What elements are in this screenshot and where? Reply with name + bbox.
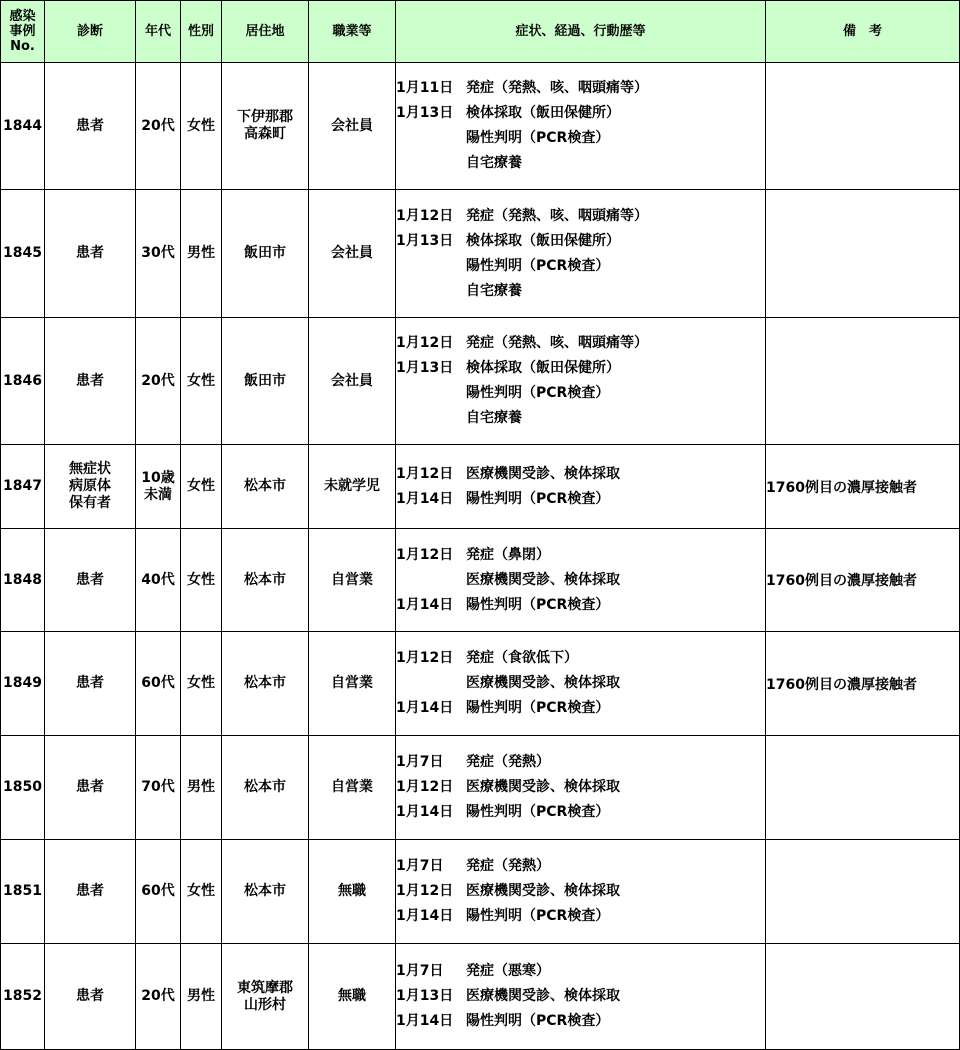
event-date: 1月12日 — [396, 546, 454, 563]
event-date — [396, 406, 466, 431]
event-line — [396, 568, 765, 593]
case-no-cell: 1852 — [1, 944, 45, 1050]
event-date: 1月7日 — [396, 858, 444, 874]
residence-cell: 松本市 — [222, 736, 309, 840]
event-text: 医療機関受診、検体採取 — [466, 779, 620, 795]
age-cell: 20代 — [136, 944, 181, 1050]
event-line — [396, 800, 765, 825]
header-case-no: 感染 事例 No. — [1, 1, 45, 63]
event-line — [396, 487, 765, 512]
table-row — [1, 529, 960, 632]
symptoms-cell — [396, 944, 766, 1050]
event-date: 1月14日 — [396, 596, 454, 613]
table-row — [1, 944, 960, 1050]
event-date — [396, 279, 466, 304]
event-date — [396, 151, 466, 176]
table-row — [1, 445, 960, 529]
event-text: 陽性判明（PCR検査） — [466, 490, 610, 507]
header-diagnosis: 診断 — [45, 1, 136, 63]
symptoms-cell — [396, 529, 766, 632]
diagnosis-cell: 患者 — [45, 840, 136, 944]
event-date: 1月7日 — [396, 963, 444, 979]
event-text: 自宅療養 — [466, 282, 522, 299]
event-text: 陽性判明（PCR検査） — [466, 385, 610, 401]
event-line — [396, 254, 765, 279]
occupation-cell: 無職 — [309, 944, 396, 1050]
event-date: 1月13日 — [396, 360, 454, 376]
symptoms-cell — [396, 632, 766, 736]
event-date — [396, 254, 466, 279]
event-text: 発症（悪寒） — [466, 963, 550, 979]
event-line — [396, 381, 765, 406]
event-text: 発症（発熱、咳、咽頭痛等） — [466, 80, 648, 96]
event-text: 発症（発熱） — [466, 754, 550, 770]
age-cell: 20代 — [136, 318, 181, 445]
residence-cell: 松本市 — [222, 445, 309, 529]
remarks-cell: 1760例目の濃厚接触者 — [766, 445, 960, 529]
event-line — [396, 984, 765, 1009]
sex-cell: 女性 — [181, 318, 222, 445]
event-date — [396, 671, 466, 696]
case-no-cell: 1850 — [1, 736, 45, 840]
remarks-cell — [766, 318, 960, 445]
occupation-cell: 無職 — [309, 840, 396, 944]
remarks-cell — [766, 944, 960, 1050]
event-line — [396, 646, 765, 671]
event-text: 医療機関受診、検体採取 — [466, 675, 620, 691]
event-date: 1月14日 — [396, 700, 454, 716]
event-text: 発症（食欲低下） — [466, 650, 578, 666]
diagnosis-cell: 患者 — [45, 944, 136, 1050]
event-line — [396, 356, 765, 381]
remarks-cell: 1760例目の濃厚接触者 — [766, 529, 960, 632]
occupation-cell: 自営業 — [309, 529, 396, 632]
symptoms-cell — [396, 840, 766, 944]
event-date: 1月12日 — [396, 883, 454, 899]
event-date: 1月14日 — [396, 1013, 454, 1029]
event-text: 医療機関受診、検体採取 — [466, 571, 620, 588]
event-text: 医療機関受診、検体採取 — [466, 883, 620, 899]
remarks-cell — [766, 736, 960, 840]
diagnosis-cell: 患者 — [45, 529, 136, 632]
event-text: 発症（発熱、咳、咽頭痛等） — [466, 335, 648, 351]
occupation-cell: 会社員 — [309, 190, 396, 318]
event-text: 陽性判明（PCR検査） — [466, 257, 610, 274]
case-no-cell: 1849 — [1, 632, 45, 736]
event-text: 陽性判明（PCR検査） — [466, 700, 610, 716]
event-line — [396, 593, 765, 618]
event-date: 1月7日 — [396, 754, 444, 770]
age-cell: 40代 — [136, 529, 181, 632]
remarks-cell — [766, 840, 960, 944]
occupation-cell: 自営業 — [309, 736, 396, 840]
event-date: 1月13日 — [396, 105, 454, 121]
event-line — [396, 229, 765, 254]
event-text: 検体採取（飯田保健所） — [466, 360, 620, 376]
age-cell: 60代 — [136, 632, 181, 736]
occupation-cell: 未就学児 — [309, 445, 396, 529]
symptoms-cell — [396, 318, 766, 445]
header-row — [1, 1, 960, 63]
event-text: 陽性判明（PCR検査） — [466, 804, 610, 820]
age-cell: 60代 — [136, 840, 181, 944]
age-cell: 70代 — [136, 736, 181, 840]
event-text: 自宅療養 — [466, 155, 522, 171]
event-text: 陽性判明（PCR検査） — [466, 596, 610, 613]
table-row — [1, 318, 960, 445]
sex-cell: 女性 — [181, 840, 222, 944]
sex-cell: 女性 — [181, 632, 222, 736]
event-date — [396, 126, 466, 151]
event-date: 1月12日 — [396, 465, 454, 482]
table-row — [1, 736, 960, 840]
residence-cell: 下伊那郡 高森町 — [222, 63, 309, 190]
event-line — [396, 775, 765, 800]
occupation-cell: 会社員 — [309, 63, 396, 190]
case-no-cell: 1851 — [1, 840, 45, 944]
header-residence: 居住地 — [222, 1, 309, 63]
occupation-cell: 会社員 — [309, 318, 396, 445]
symptoms-cell — [396, 445, 766, 529]
event-text: 検体採取（飯田保健所） — [466, 105, 620, 121]
event-date: 1月13日 — [396, 232, 454, 249]
age-cell: 30代 — [136, 190, 181, 318]
event-date — [396, 381, 466, 406]
event-line — [396, 406, 765, 431]
event-line — [396, 331, 765, 356]
event-line — [396, 279, 765, 304]
event-text: 発症（鼻閉） — [466, 546, 550, 563]
event-date: 1月13日 — [396, 988, 454, 1004]
event-date: 1月12日 — [396, 207, 454, 224]
age-cell: 20代 — [136, 63, 181, 190]
remarks-cell — [766, 190, 960, 318]
event-line — [396, 126, 765, 151]
diagnosis-cell: 患者 — [45, 318, 136, 445]
event-line — [396, 904, 765, 929]
remarks-cell: 1760例目の濃厚接触者 — [766, 632, 960, 736]
event-line — [396, 543, 765, 568]
event-date: 1月12日 — [396, 779, 454, 795]
remarks-cell — [766, 63, 960, 190]
event-text: 医療機関受診、検体採取 — [466, 988, 620, 1004]
event-line — [396, 671, 765, 696]
sex-cell: 男性 — [181, 736, 222, 840]
event-line — [396, 204, 765, 229]
event-date: 1月14日 — [396, 908, 454, 924]
event-line — [396, 854, 765, 879]
event-line — [396, 696, 765, 721]
diagnosis-cell: 患者 — [45, 632, 136, 736]
event-line — [396, 959, 765, 984]
event-line — [396, 879, 765, 904]
event-date: 1月12日 — [396, 650, 454, 666]
event-line — [396, 76, 765, 101]
event-date: 1月12日 — [396, 335, 454, 351]
header-remarks: 備 考 — [766, 1, 960, 63]
header-occupation: 職業等 — [309, 1, 396, 63]
table-row — [1, 190, 960, 318]
residence-cell: 飯田市 — [222, 190, 309, 318]
diagnosis-cell: 患者 — [45, 736, 136, 840]
header-sex: 性別 — [181, 1, 222, 63]
header-age: 年代 — [136, 1, 181, 63]
sex-cell: 男性 — [181, 944, 222, 1050]
event-text: 陽性判明（PCR検査） — [466, 908, 610, 924]
table-row — [1, 632, 960, 736]
event-text: 陽性判明（PCR検査） — [466, 130, 610, 146]
residence-cell: 松本市 — [222, 529, 309, 632]
diagnosis-cell: 患者 — [45, 190, 136, 318]
residence-cell: 松本市 — [222, 840, 309, 944]
event-text: 自宅療養 — [466, 410, 522, 426]
event-line — [396, 1009, 765, 1034]
symptoms-cell — [396, 736, 766, 840]
event-date — [396, 568, 466, 593]
event-date: 1月11日 — [396, 80, 454, 96]
table-row — [1, 840, 960, 944]
event-text: 検体採取（飯田保健所） — [466, 232, 620, 249]
event-line — [396, 462, 765, 487]
event-date: 1月14日 — [396, 490, 454, 507]
event-line — [396, 101, 765, 126]
event-text: 発症（発熱） — [466, 858, 550, 874]
residence-cell: 東筑摩郡 山形村 — [222, 944, 309, 1050]
diagnosis-cell: 患者 — [45, 63, 136, 190]
age-cell: 10歳 未満 — [136, 445, 181, 529]
residence-cell: 松本市 — [222, 632, 309, 736]
diagnosis-cell: 無症状 病原体 保有者 — [45, 445, 136, 529]
event-text: 医療機関受診、検体採取 — [466, 465, 620, 482]
event-line — [396, 750, 765, 775]
case-no-cell: 1846 — [1, 318, 45, 445]
event-date: 1月14日 — [396, 804, 454, 820]
occupation-cell: 自営業 — [309, 632, 396, 736]
sex-cell: 男性 — [181, 190, 222, 318]
case-no-cell: 1847 — [1, 445, 45, 529]
sex-cell: 女性 — [181, 63, 222, 190]
residence-cell: 飯田市 — [222, 318, 309, 445]
symptoms-cell — [396, 190, 766, 318]
case-no-cell: 1844 — [1, 63, 45, 190]
table-row — [1, 63, 960, 190]
event-text: 陽性判明（PCR検査） — [466, 1013, 610, 1029]
case-no-cell: 1845 — [1, 190, 45, 318]
header-symptoms: 症状、経過、行動歴等 — [396, 1, 766, 63]
event-line — [396, 151, 765, 176]
sex-cell: 女性 — [181, 445, 222, 529]
event-text: 発症（発熱、咳、咽頭痛等） — [466, 207, 648, 224]
case-no-cell: 1848 — [1, 529, 45, 632]
symptoms-cell — [396, 63, 766, 190]
sex-cell: 女性 — [181, 529, 222, 632]
